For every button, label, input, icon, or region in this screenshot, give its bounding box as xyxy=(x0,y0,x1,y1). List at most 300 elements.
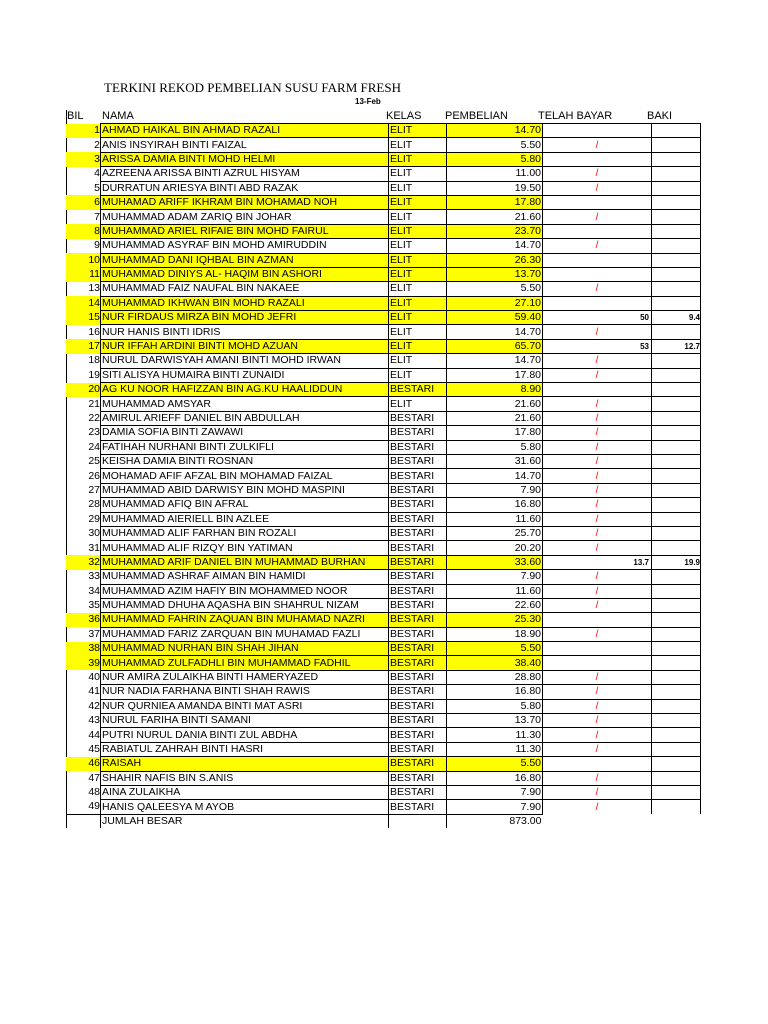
row-number: 27 xyxy=(88,483,100,496)
table-row xyxy=(66,642,701,656)
table-row xyxy=(66,541,701,555)
paid-cell xyxy=(543,800,652,814)
purchase-amount: 11.60 xyxy=(447,512,543,526)
purchase-amount: 13.70 xyxy=(447,714,543,728)
table-row xyxy=(66,152,701,166)
balance-amount xyxy=(652,224,701,238)
row-number: 1 xyxy=(66,124,101,138)
paid-tick-mark: / xyxy=(595,513,599,525)
paid-cell xyxy=(543,771,652,785)
row-number: 16 xyxy=(88,325,100,338)
paid-cell xyxy=(543,699,652,713)
balance-amount xyxy=(652,526,701,540)
paid-cell xyxy=(543,714,652,728)
table-row xyxy=(66,124,701,138)
row-number: 35 xyxy=(88,599,100,612)
student-name: DURRATUN ARIESYA BINTI ABD RAZAK xyxy=(101,181,389,195)
balance-amount xyxy=(652,397,701,411)
row-number: 34 xyxy=(88,584,100,597)
paid-cell xyxy=(543,685,652,699)
table-row xyxy=(66,613,701,627)
class-name: ELIT xyxy=(389,124,447,138)
student-name: RABIATUL ZAHRAH BINTI HASRI xyxy=(101,742,389,756)
table-body xyxy=(66,124,701,829)
student-name: MUHAMMAD ALIF FARHAN BIN ROZALI xyxy=(101,526,389,540)
purchase-amount: 19.50 xyxy=(447,181,543,195)
purchase-amount: 28.80 xyxy=(447,670,543,684)
table-row xyxy=(66,785,701,799)
paid-tick-mark: / xyxy=(595,413,599,424)
paid-cell xyxy=(543,411,652,425)
row-number: 48 xyxy=(88,786,100,799)
purchase-amount: 8.90 xyxy=(447,383,543,397)
row-number: 40 xyxy=(88,671,100,684)
class-name: BESTARI xyxy=(389,627,447,641)
class-name: ELIT xyxy=(389,181,447,195)
purchase-amount: 5.80 xyxy=(447,152,543,166)
purchase-amount: 14.70 xyxy=(447,354,543,368)
row-number: 30 xyxy=(88,527,100,540)
student-name: NURUL DARWISYAH AMANI BINTI MOHD IRWAN xyxy=(101,354,389,368)
right-edge xyxy=(701,397,702,411)
right-edge xyxy=(701,656,702,670)
student-name: MUHAMMAD ZULFADHLI BIN MUHAMMAD FADHIL xyxy=(101,656,389,670)
student-name: MOHAMAD AFIF AFZAL BIN MOHAMAD FAIZAL xyxy=(101,469,389,483)
row-number: 4 xyxy=(94,167,100,180)
student-name: MUHAMMAD FAIZ NAUFAL BIN NAKAEE xyxy=(101,282,389,296)
right-edge xyxy=(701,195,702,209)
total-label: JUMLAH BESAR xyxy=(101,814,389,828)
student-name: MUHAMMAD AZIM HAFIY BIN MOHAMMED NOOR xyxy=(101,584,389,598)
student-name: AZREENA ARISSA BINTI AZRUL HISYAM xyxy=(101,167,389,181)
paid-amount: 13.7 xyxy=(633,557,649,567)
student-name: NURUL FARIHA BINTI SAMANI xyxy=(101,714,389,728)
class-name: BESTARI xyxy=(389,541,447,555)
student-name: MUHAMMAD DINIYS AL- HAQIM BIN ASHORI xyxy=(101,267,389,281)
paid-cell xyxy=(543,138,652,152)
purchase-amount: 5.80 xyxy=(447,699,543,713)
purchase-table xyxy=(66,123,701,828)
balance-amount xyxy=(652,541,701,555)
purchase-amount: 17.80 xyxy=(447,368,543,382)
table-row xyxy=(66,670,701,684)
table-row xyxy=(66,296,701,310)
purchase-amount: 14.70 xyxy=(447,124,543,138)
purchase-amount: 33.60 xyxy=(447,555,543,569)
table-row xyxy=(66,411,701,425)
balance-amount xyxy=(652,570,701,584)
right-edge xyxy=(701,627,702,641)
table-row xyxy=(66,454,701,468)
table-row xyxy=(66,325,701,339)
table-row xyxy=(66,282,701,296)
student-name: MUHAMMAD ARIF DANIEL BIN MUHAMMAD BURHAN xyxy=(101,555,389,569)
row-number: 46 xyxy=(66,757,101,771)
purchase-amount: 14.70 xyxy=(447,325,543,339)
class-name: ELIT xyxy=(389,397,447,411)
purchase-amount: 23.70 xyxy=(447,224,543,238)
row-number: 6 xyxy=(66,195,101,209)
balance-amount: 9.4 xyxy=(652,311,701,325)
class-name: ELIT xyxy=(389,354,447,368)
purchase-amount: 31.60 xyxy=(447,454,543,468)
paid-tick-mark: / xyxy=(595,743,599,755)
student-name: MUHAMMAD AFIQ BIN AFRAL xyxy=(101,498,389,512)
purchase-amount: 5.80 xyxy=(447,440,543,454)
table-row xyxy=(66,339,701,353)
student-name: MUHAMMAD NURHAN BIN SHAH JIHAN xyxy=(101,642,389,656)
table-row xyxy=(66,267,701,281)
row-number: 5 xyxy=(94,181,100,194)
paid-cell xyxy=(543,656,652,670)
paid-cell xyxy=(543,584,652,598)
row-number: 42 xyxy=(88,699,100,712)
paid-cell xyxy=(543,469,652,483)
paid-cell xyxy=(543,757,652,771)
balance-amount xyxy=(652,598,701,612)
right-edge xyxy=(701,167,702,181)
class-name: ELIT xyxy=(389,311,447,325)
paid-cell xyxy=(543,397,652,411)
class-name: BESTARI xyxy=(389,728,447,742)
class-name: BESTARI xyxy=(389,613,447,627)
right-edge xyxy=(701,368,702,382)
paid-tick-mark: / xyxy=(595,801,599,813)
paid-cell xyxy=(543,239,652,253)
student-name: MUHAMMAD DHUHA AQASHA BIN SHAHRUL NIZAM xyxy=(101,598,389,612)
purchase-amount: 11.30 xyxy=(447,728,543,742)
paid-tick-mark: / xyxy=(595,211,599,223)
row-number: 14 xyxy=(66,296,101,310)
purchase-amount: 59.40 xyxy=(447,311,543,325)
paid-cell xyxy=(543,670,652,684)
student-name: ANIS INSYIRAH BINTI FAIZAL xyxy=(101,138,389,152)
class-name: BESTARI xyxy=(389,383,447,397)
table-row xyxy=(66,239,701,253)
paid-cell xyxy=(543,282,652,296)
class-name: BESTARI xyxy=(389,570,447,584)
table-row xyxy=(66,483,701,497)
row-number: 28 xyxy=(88,498,100,511)
row-number: 49 xyxy=(88,800,100,813)
right-edge xyxy=(701,512,702,526)
balance-amount xyxy=(652,584,701,598)
row-number: 8 xyxy=(66,224,101,238)
row-number: 43 xyxy=(88,714,100,727)
row-number: 24 xyxy=(88,440,100,453)
balance-amount xyxy=(652,454,701,468)
balance-amount xyxy=(652,785,701,799)
right-edge xyxy=(701,642,702,656)
balance-amount xyxy=(652,152,701,166)
purchase-amount: 5.50 xyxy=(447,282,543,296)
header-nama: NAMA xyxy=(102,110,134,122)
class-name: BESTARI xyxy=(389,440,447,454)
row-number: 44 xyxy=(88,728,100,741)
row-number: 45 xyxy=(88,742,100,755)
table-row xyxy=(66,138,701,152)
row-number: 13 xyxy=(88,282,100,295)
right-edge xyxy=(701,613,702,627)
student-name: NUR HANIS BINTI IDRIS xyxy=(101,325,389,339)
paid-cell xyxy=(543,541,652,555)
purchase-amount: 25.70 xyxy=(447,526,543,540)
right-edge xyxy=(701,224,702,238)
paid-cell xyxy=(543,267,652,281)
purchase-amount: 7.90 xyxy=(447,800,543,814)
student-name: AHMAD HAIKAL BIN AHMAD RAZALI xyxy=(101,124,389,138)
balance-amount xyxy=(652,800,701,814)
right-edge xyxy=(701,785,702,799)
paid-tick-mark: / xyxy=(595,441,599,453)
right-edge xyxy=(701,670,702,684)
paid-tick-mark: / xyxy=(595,240,599,252)
student-name: ARISSA DAMIA BINTI MOHD HELMI xyxy=(101,152,389,166)
right-edge xyxy=(701,181,702,195)
paid-tick-mark: / xyxy=(595,355,599,367)
balance-amount xyxy=(652,771,701,785)
class-name: BESTARI xyxy=(389,642,447,656)
row-number: 38 xyxy=(66,642,101,656)
balance-amount xyxy=(652,267,701,281)
paid-cell xyxy=(543,627,652,641)
purchase-amount: 16.80 xyxy=(447,771,543,785)
right-edge xyxy=(701,771,702,785)
row-number: 39 xyxy=(66,656,101,670)
right-edge xyxy=(701,152,702,166)
row-number: 10 xyxy=(66,253,101,267)
student-name: NUR QURNIEA AMANDA BINTI MAT ASRI xyxy=(101,699,389,713)
student-name: RAISAH xyxy=(101,757,389,771)
paid-cell xyxy=(543,224,652,238)
paid-tick-mark: / xyxy=(595,571,599,583)
right-edge xyxy=(701,124,702,138)
student-name: NUR NADIA FARHANA BINTI SHAH RAWIS xyxy=(101,685,389,699)
right-edge xyxy=(701,570,702,584)
table-row xyxy=(66,397,701,411)
table-row xyxy=(66,555,701,569)
row-number: 37 xyxy=(88,627,100,640)
paid-tick-mark: / xyxy=(595,456,599,468)
class-name: ELIT xyxy=(389,282,447,296)
table-row xyxy=(66,742,701,756)
paid-cell xyxy=(543,325,652,339)
table-row xyxy=(66,656,701,670)
row-number: 2 xyxy=(94,138,100,151)
balance-amount xyxy=(652,642,701,656)
right-edge xyxy=(701,383,702,397)
right-edge xyxy=(701,339,702,353)
paid-cell xyxy=(543,426,652,440)
class-name: BESTARI xyxy=(389,742,447,756)
student-name: MUHAMMAD ABID DARWISY BIN MOHD MASPINI xyxy=(101,483,389,497)
class-name: ELIT xyxy=(389,339,447,353)
student-name: KEISHA DAMIA BINTI ROSNAN xyxy=(101,454,389,468)
paid-cell xyxy=(543,440,652,454)
balance-amount xyxy=(652,498,701,512)
table-row xyxy=(66,627,701,641)
purchase-amount: 5.50 xyxy=(447,138,543,152)
purchase-amount: 14.70 xyxy=(447,469,543,483)
balance-amount xyxy=(652,354,701,368)
balance-amount xyxy=(652,296,701,310)
right-edge xyxy=(701,239,702,253)
balance-amount xyxy=(652,167,701,181)
right-edge xyxy=(701,311,702,325)
table-row xyxy=(66,469,701,483)
student-name: MUHAMMAD ALIF RIZQY BIN YATIMAN xyxy=(101,541,389,555)
purchase-amount: 7.90 xyxy=(447,785,543,799)
right-edge xyxy=(701,555,702,569)
paid-tick-mark: / xyxy=(595,715,599,727)
right-edge xyxy=(701,800,702,814)
class-name: BESTARI xyxy=(389,498,447,512)
student-name: MUHAMMAD ASYRAF BIN MOHD AMIRUDDIN xyxy=(101,239,389,253)
table-row xyxy=(66,354,701,368)
paid-cell xyxy=(543,181,652,195)
purchase-amount: 5.50 xyxy=(447,757,543,771)
balance-amount xyxy=(652,440,701,454)
row-number: 19 xyxy=(88,368,100,381)
row-number: 31 xyxy=(88,541,100,554)
purchase-amount: 21.60 xyxy=(447,397,543,411)
student-name: MUHAMMAD ARIEL RIFAIE BIN MOHD FAIRUL xyxy=(101,224,389,238)
purchase-amount: 38.40 xyxy=(447,656,543,670)
right-edge xyxy=(701,138,702,152)
class-name: ELIT xyxy=(389,239,447,253)
paid-cell xyxy=(543,311,652,325)
class-name: BESTARI xyxy=(389,526,447,540)
row-number: 29 xyxy=(88,512,100,525)
purchase-amount: 16.80 xyxy=(447,685,543,699)
paid-cell xyxy=(543,642,652,656)
right-edge xyxy=(701,742,702,756)
student-name: AINA ZULAIKHA xyxy=(101,785,389,799)
balance-amount xyxy=(652,483,701,497)
class-name: BESTARI xyxy=(389,800,447,814)
right-edge xyxy=(701,685,702,699)
balance-amount xyxy=(652,699,701,713)
student-name: AG KU NOOR HAFIZZAN BIN AG.KU HAALIDDUN xyxy=(101,383,389,397)
balance-amount: 19.9 xyxy=(652,555,701,569)
right-edge xyxy=(701,498,702,512)
row-number: 11 xyxy=(66,267,101,281)
row-number: 23 xyxy=(88,426,100,439)
table-row xyxy=(66,498,701,512)
paid-cell xyxy=(543,354,652,368)
class-name: ELIT xyxy=(389,296,447,310)
table-row xyxy=(66,195,701,209)
total-value: 873.00 xyxy=(447,814,543,828)
balance-amount xyxy=(652,210,701,224)
right-edge xyxy=(701,469,702,483)
balance-amount xyxy=(652,757,701,771)
paid-tick-mark: / xyxy=(595,283,599,295)
table-row xyxy=(66,699,701,713)
balance-amount xyxy=(652,411,701,425)
row-number: 15 xyxy=(66,311,101,325)
purchase-amount: 13.70 xyxy=(447,267,543,281)
class-name: BESTARI xyxy=(389,714,447,728)
date-label: 13-Feb xyxy=(355,97,381,106)
class-name: BESTARI xyxy=(389,584,447,598)
purchase-amount: 7.90 xyxy=(447,570,543,584)
paid-tick-mark: / xyxy=(595,369,599,381)
purchase-amount: 27.10 xyxy=(447,296,543,310)
class-name: BESTARI xyxy=(389,656,447,670)
row-number: 21 xyxy=(88,397,100,410)
paid-tick-mark: / xyxy=(595,772,599,784)
class-name: BESTARI xyxy=(389,483,447,497)
student-name: MUHAMMAD AMSYAR xyxy=(101,397,389,411)
paid-tick-mark: / xyxy=(595,326,599,338)
total-blank xyxy=(66,814,101,828)
right-edge xyxy=(701,253,702,267)
table-row xyxy=(66,512,701,526)
balance-amount xyxy=(652,426,701,440)
purchase-amount: 11.60 xyxy=(447,584,543,598)
class-name: BESTARI xyxy=(389,771,447,785)
table-row xyxy=(66,728,701,742)
table-row xyxy=(66,584,701,598)
class-name: BESTARI xyxy=(389,670,447,684)
class-name: BESTARI xyxy=(389,598,447,612)
right-edge xyxy=(701,411,702,425)
student-name: MUHAMMAD AIERIELL BIN AZLEE xyxy=(101,512,389,526)
purchase-amount: 65.70 xyxy=(447,339,543,353)
student-name: NUR FIRDAUS MIRZA BIN MOHD JEFRI xyxy=(101,311,389,325)
purchase-amount: 25.30 xyxy=(447,613,543,627)
paid-tick-mark: / xyxy=(595,499,599,511)
table-row xyxy=(66,253,701,267)
class-name: ELIT xyxy=(389,195,447,209)
balance-amount: 12.7 xyxy=(652,339,701,353)
student-name: NUR IFFAH ARDINI BINTI MOHD AZUAN xyxy=(101,339,389,353)
paid-cell xyxy=(543,483,652,497)
paid-cell xyxy=(543,498,652,512)
balance-amount xyxy=(652,368,701,382)
paid-cell xyxy=(543,339,652,353)
student-name: SHAHIR NAFIS BIN S.ANIS xyxy=(101,771,389,785)
student-name: SITI ALISYA HUMAIRA BINTI ZUNAIDI xyxy=(101,368,389,382)
row-number: 7 xyxy=(94,210,100,223)
class-name: ELIT xyxy=(389,167,447,181)
paid-cell xyxy=(543,555,652,569)
right-edge xyxy=(701,699,702,713)
paid-tick-mark: / xyxy=(595,686,599,698)
table-row xyxy=(66,210,701,224)
paid-cell xyxy=(543,167,652,181)
paid-cell xyxy=(543,728,652,742)
paid-tick-mark: / xyxy=(595,427,599,439)
right-edge xyxy=(701,440,702,454)
paid-tick-mark: / xyxy=(595,729,599,741)
row-number: 25 xyxy=(88,455,100,468)
paid-tick-mark: / xyxy=(595,484,599,496)
right-edge xyxy=(701,598,702,612)
table-row xyxy=(66,598,701,612)
paid-cell xyxy=(543,512,652,526)
balance-amount xyxy=(652,469,701,483)
purchase-amount: 21.60 xyxy=(447,411,543,425)
right-edge xyxy=(701,325,702,339)
table-row xyxy=(66,181,701,195)
class-name: BESTARI xyxy=(389,426,447,440)
balance-amount xyxy=(652,685,701,699)
table-row xyxy=(66,368,701,382)
purchase-amount: 7.90 xyxy=(447,483,543,497)
right-edge xyxy=(701,210,702,224)
